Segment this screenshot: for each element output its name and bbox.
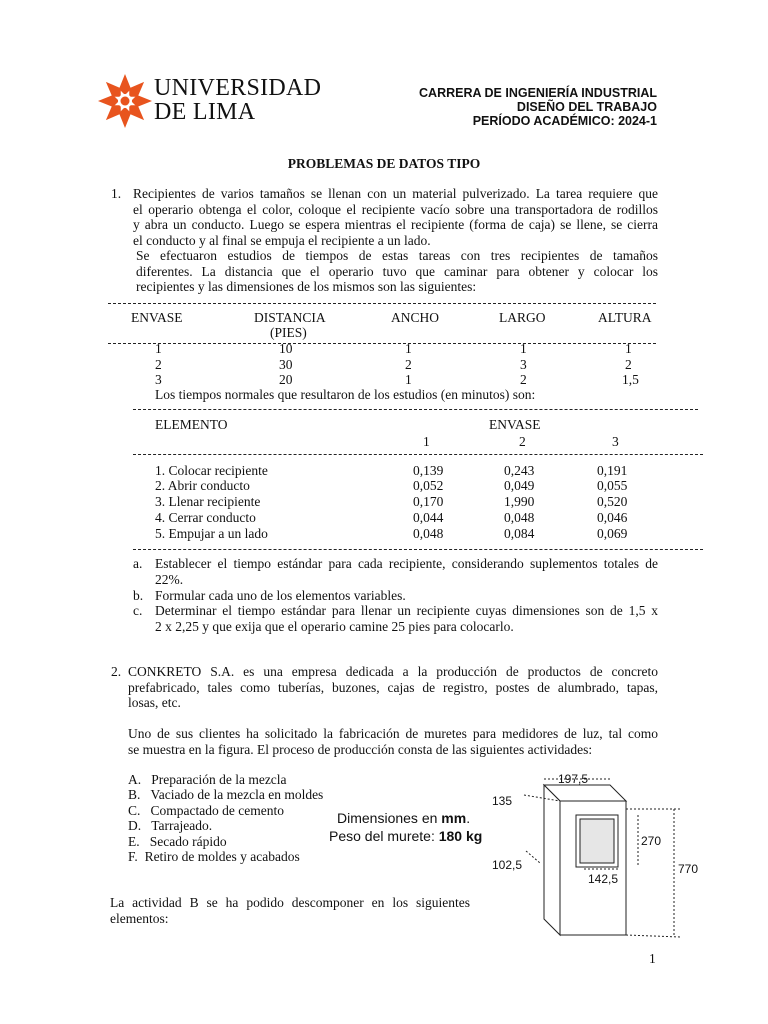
table-cell: 0,170 bbox=[413, 494, 444, 509]
course-title: DISEÑO DEL TRABAJO bbox=[516, 100, 657, 114]
figure-label-bottom-left: 102,5 bbox=[492, 858, 523, 872]
dimensions-note: Dimensiones en mm. bbox=[337, 810, 471, 826]
career-title: CARRERA DE INGENIERÍA INDUSTRIAL bbox=[419, 86, 657, 100]
text-line: el conducto y al final se empuja el recipiente a un lado. bbox=[133, 232, 431, 248]
text-line: y abra un conducto. Luego se espera mientras el recipiente (forma de caja) se llene, se cierra bbox=[133, 217, 658, 232]
table-cell: 0,044 bbox=[413, 510, 444, 525]
table-cell: 3. Llenar recipiente bbox=[155, 494, 261, 509]
activity-letter: F. bbox=[128, 849, 138, 864]
problem2-client bbox=[128, 726, 658, 757]
question-letter: b. bbox=[133, 588, 144, 603]
text-line: Se efectuaron estudios de tiempos de estas tareas con tres recipientes de tamaños bbox=[136, 248, 658, 263]
table-cell: 1,5 bbox=[622, 372, 639, 387]
text-line: recipientes y las dimensiones de los mismos son las siguientes: bbox=[136, 279, 477, 294]
activity-letter: E. bbox=[128, 834, 140, 849]
murete-window-inner bbox=[580, 819, 614, 863]
table-cell: 3 bbox=[155, 372, 162, 387]
figure-label-window-height: 270 bbox=[641, 834, 662, 848]
page-number: 1 bbox=[649, 951, 656, 966]
text-line: losas, etc. bbox=[128, 695, 181, 710]
table2-header-elemento: ELEMENTO bbox=[155, 417, 228, 432]
problem2-closing bbox=[110, 895, 470, 926]
text-line: diferentes. La distancia que el operario tuvo que caminar para obtener y colocar los bbox=[136, 263, 658, 279]
weight-prefix: Peso del murete: bbox=[329, 828, 439, 844]
list-item bbox=[128, 834, 227, 850]
table-cell: 1 bbox=[405, 341, 412, 356]
table2-col-2: 2 bbox=[519, 434, 526, 449]
table1-header-distancia: DISTANCIA bbox=[254, 310, 326, 325]
table-cell: 2 bbox=[155, 357, 162, 372]
table2-header-envase: ENVASE bbox=[489, 417, 541, 432]
activity-text: Tarrajeado. bbox=[151, 818, 213, 833]
activity-letter: D. bbox=[128, 818, 142, 833]
table-cell: 2 bbox=[520, 372, 527, 387]
murete-side-face bbox=[544, 785, 560, 935]
table-cell: 0,069 bbox=[597, 526, 628, 541]
table-cell: 0,048 bbox=[413, 526, 444, 541]
weight-value: 180 kg bbox=[438, 828, 483, 844]
table-cell: 1,990 bbox=[504, 494, 535, 509]
table-cell: 0,049 bbox=[504, 478, 535, 493]
table2-top-rule bbox=[133, 409, 698, 410]
text-line: elementos: bbox=[110, 910, 169, 926]
table1-top-rule bbox=[108, 303, 656, 304]
table2-bottom-rule bbox=[133, 549, 703, 550]
text-line: Establecer el tiempo estándar para cada recipiente, considerando suplementos totales de bbox=[155, 556, 658, 571]
question-letter: c. bbox=[133, 603, 143, 618]
table-cell: 0,520 bbox=[597, 494, 628, 509]
text-line: CONKRETO S.A. es una empresa dedicada a la producción de productos de concreto bbox=[128, 664, 658, 679]
activity-text: Secado rápido bbox=[149, 834, 227, 849]
problem1-number: 1. bbox=[111, 186, 122, 201]
problem2-number: 2. bbox=[111, 664, 122, 679]
table-cell: 30 bbox=[279, 357, 293, 372]
question-c bbox=[155, 603, 658, 634]
text-line: Uno de sus clientes ha solicitado la fabricación de muretes para medidores de luz, tal como bbox=[128, 726, 658, 741]
table-cell: 1 bbox=[155, 341, 162, 356]
list-item bbox=[128, 772, 287, 788]
table-cell: 0,048 bbox=[504, 510, 535, 525]
table-cell: 0,243 bbox=[504, 463, 535, 478]
table-cell: 0,055 bbox=[597, 478, 628, 493]
table-cell: 1 bbox=[405, 372, 412, 387]
table-cell: 0,084 bbox=[504, 526, 535, 541]
problem2-intro bbox=[128, 664, 658, 711]
question-a bbox=[155, 556, 658, 587]
table1-mid-rule bbox=[108, 343, 656, 344]
table-cell: 0,139 bbox=[413, 463, 444, 478]
table-cell: 10 bbox=[279, 341, 293, 356]
text-line: La actividad B se ha podido descomponer en los siguientes bbox=[110, 895, 470, 910]
table-cell: 0,191 bbox=[597, 463, 628, 478]
table1-header-altura: ALTURA bbox=[598, 310, 652, 325]
table2-col-1: 1 bbox=[423, 434, 430, 449]
activity-text: Vaciado de la mezcla en moldes bbox=[150, 787, 324, 802]
figure-label-depth: 135 bbox=[492, 794, 513, 808]
text-line: 2 x 2,25 y que exija que el operario camine 25 pies para colocarlo. bbox=[155, 618, 514, 634]
problem1-study bbox=[136, 248, 658, 295]
university-name-line2: DE LIMA bbox=[154, 99, 256, 125]
table-cell: 5. Empujar a un lado bbox=[155, 526, 268, 541]
table-cell: 0,046 bbox=[597, 510, 628, 525]
text-line: el operario obtenga el color, coloque el recipiente vacío sobre una transportadora de rodillos bbox=[133, 201, 658, 217]
text-line: Recipientes de varios tamaños se llenan con un material pulverizado. La tarea requiere que bbox=[133, 186, 658, 201]
table-cell: 0,052 bbox=[413, 478, 444, 493]
university-logo bbox=[96, 70, 322, 132]
list-item bbox=[128, 818, 212, 834]
times-intro: Los tiempos normales que resultaron de los estudios (en minutos) son: bbox=[155, 387, 536, 402]
activity-letter: C. bbox=[128, 803, 141, 818]
star-logo-icon bbox=[96, 72, 154, 130]
text-line: se muestra en la figura. El proceso de producción consta de las siguientes actividades: bbox=[128, 741, 593, 757]
activity-text: Compactado de cemento bbox=[150, 803, 284, 818]
dimensions-unit: mm bbox=[441, 810, 467, 826]
text-line: prefabricado, tales como tuberías, buzones, cajas de registro, postes de alumbrado, tapas, bbox=[128, 679, 658, 695]
figure-label-total-height: 770 bbox=[678, 862, 699, 876]
dimensions-prefix: Dimensiones en bbox=[337, 810, 442, 826]
text-line: Determinar el tiempo estándar para llenar un recipiente cuyas dimensiones son de 1,5 x bbox=[155, 603, 658, 618]
murete-figure bbox=[484, 765, 724, 950]
table-cell: 1 bbox=[520, 341, 527, 356]
table1-header-envase: ENVASE bbox=[131, 310, 183, 325]
activity-text: Retiro de moldes y acabados bbox=[144, 849, 300, 864]
figure-label-top-width: 197,5 bbox=[558, 772, 589, 786]
university-name-line1: UNIVERSIDAD bbox=[154, 75, 322, 101]
question-letter: a. bbox=[133, 556, 143, 571]
problem1-intro bbox=[133, 186, 658, 248]
list-item bbox=[128, 787, 323, 803]
activity-letter: B. bbox=[128, 787, 141, 802]
table-cell: 2 bbox=[405, 357, 412, 372]
table-cell: 1. Colocar recipiente bbox=[155, 463, 268, 478]
table-cell: 1 bbox=[625, 341, 632, 356]
list-item bbox=[128, 803, 284, 819]
table2-mid-rule bbox=[133, 454, 703, 455]
table-cell: 2. Abrir conducto bbox=[155, 478, 250, 493]
page-title: PROBLEMAS DE DATOS TIPO bbox=[287, 156, 481, 171]
figure-label-window-width: 142,5 bbox=[588, 872, 619, 886]
weight-note bbox=[329, 828, 482, 844]
table-cell: 3 bbox=[520, 357, 527, 372]
text-line: 22%. bbox=[155, 571, 184, 587]
table1-header-ancho: ANCHO bbox=[391, 310, 440, 325]
table2-col-3: 3 bbox=[612, 434, 619, 449]
table-cell: 4. Cerrar conducto bbox=[155, 510, 256, 525]
activity-text: Preparación de la mezcla bbox=[151, 772, 287, 787]
question-b: Formular cada uno de los elementos variables. bbox=[155, 588, 406, 603]
period-title: PERÍODO ACADÉMICO: 2024-1 bbox=[472, 114, 657, 128]
table-cell: 20 bbox=[279, 372, 293, 387]
table1-subheader-pies: (PIES) bbox=[270, 325, 307, 340]
table-cell: 2 bbox=[625, 357, 632, 372]
table1-header-largo: LARGO bbox=[499, 310, 546, 325]
list-item bbox=[128, 849, 300, 865]
activity-letter: A. bbox=[128, 772, 142, 787]
